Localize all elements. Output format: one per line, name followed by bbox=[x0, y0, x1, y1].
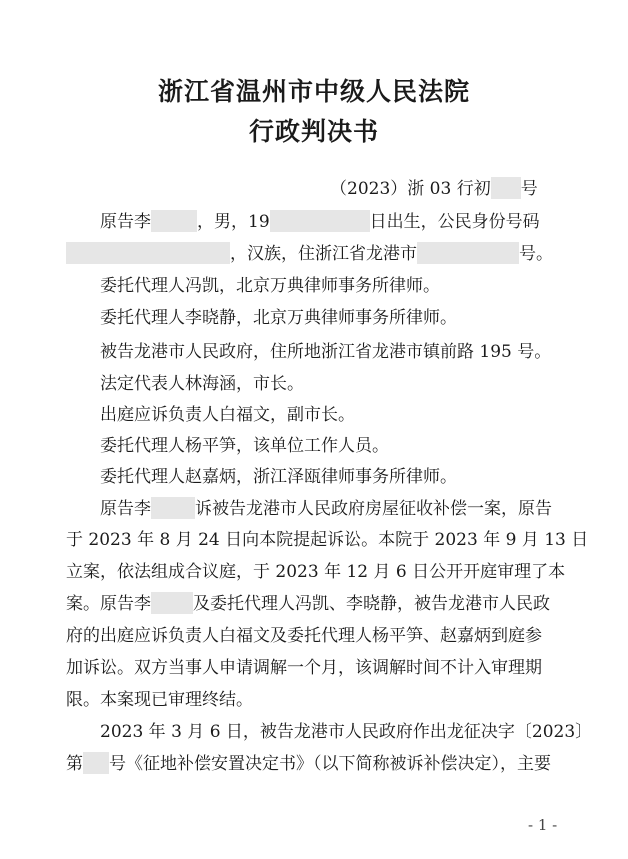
text: ，男，19 bbox=[197, 212, 270, 232]
text: ，汉族，住浙江省龙港市 bbox=[230, 244, 417, 264]
text: 及委托代理人冯凯、李晓静，被告龙港市人民政 bbox=[193, 594, 550, 614]
redaction bbox=[151, 210, 197, 232]
redaction bbox=[83, 752, 109, 774]
paragraph-line: 限。本案现已审理终结。 bbox=[66, 690, 253, 710]
redaction bbox=[417, 242, 519, 264]
court-name: 浙江省温州市中级人民法院 bbox=[157, 77, 470, 106]
paragraph-line: 立案，依法组成合议庭，于 2023 年 12 月 6 日公开开庭审理了本 bbox=[66, 562, 566, 582]
party-line: 被告龙港市人民政府，住所地浙江省龙港市镇前路 195 号。 bbox=[100, 342, 552, 362]
paragraph-line: 府的出庭应诉负责人白福文及委托代理人杨平笋、赵嘉炳到庭参 bbox=[66, 626, 542, 646]
paragraph-line bbox=[66, 752, 551, 776]
redaction bbox=[66, 242, 230, 264]
document-type: 行政判决书 bbox=[248, 117, 379, 146]
text: 原告李 bbox=[100, 212, 151, 232]
case-number bbox=[330, 174, 538, 199]
party-line: 委托代理人冯凯，北京万典律师事务所律师。 bbox=[100, 276, 440, 296]
paragraph-line: 2023 年 3 月 6 日，被告龙港市人民政府作出龙征决字〔2023〕 bbox=[100, 722, 593, 742]
text: 原告李 bbox=[100, 499, 151, 519]
party-line: 委托代理人杨平笋，该单位工作人员。 bbox=[100, 436, 389, 456]
plaintiff-line-2 bbox=[66, 242, 553, 266]
paragraph-line bbox=[100, 497, 552, 521]
paragraph-line: 于 2023 年 8 月 24 日向本院提起诉讼。本院于 2023 年 9 月 13 日 bbox=[66, 530, 589, 550]
party-line: 委托代理人赵嘉炳，浙江泽瓯律师事务所律师。 bbox=[100, 467, 457, 487]
text: 号《征地补偿安置决定书》（以下简称被诉补偿决定），主要 bbox=[109, 754, 551, 774]
paragraph-line bbox=[66, 592, 550, 616]
text: 诉被告龙港市人民政府房屋征收补偿一案，原告 bbox=[195, 499, 552, 519]
redaction bbox=[151, 497, 195, 519]
party-line: 委托代理人李晓静，北京万典律师事务所律师。 bbox=[100, 308, 457, 328]
redaction bbox=[491, 177, 521, 199]
party-line: 法定代表人林海涵，市长。 bbox=[100, 374, 304, 394]
plaintiff-line bbox=[100, 210, 540, 234]
text: 案。原告李 bbox=[66, 594, 151, 614]
redaction bbox=[270, 210, 370, 232]
text: 号。 bbox=[519, 244, 553, 264]
party-line: 出庭应诉负责人白福文，副市长。 bbox=[100, 405, 355, 425]
redaction bbox=[151, 592, 193, 614]
text: 第 bbox=[66, 754, 83, 774]
case-number-prefix: （2023）浙 03 行初 bbox=[330, 179, 491, 199]
text: 日出生，公民身份号码 bbox=[369, 212, 540, 232]
page-number: - 1 - bbox=[528, 816, 558, 834]
case-number-suffix: 号 bbox=[520, 179, 538, 199]
paragraph-line: 加诉讼。双方当事人申请调解一个月，该调解时间不计入审理期 bbox=[66, 658, 542, 678]
